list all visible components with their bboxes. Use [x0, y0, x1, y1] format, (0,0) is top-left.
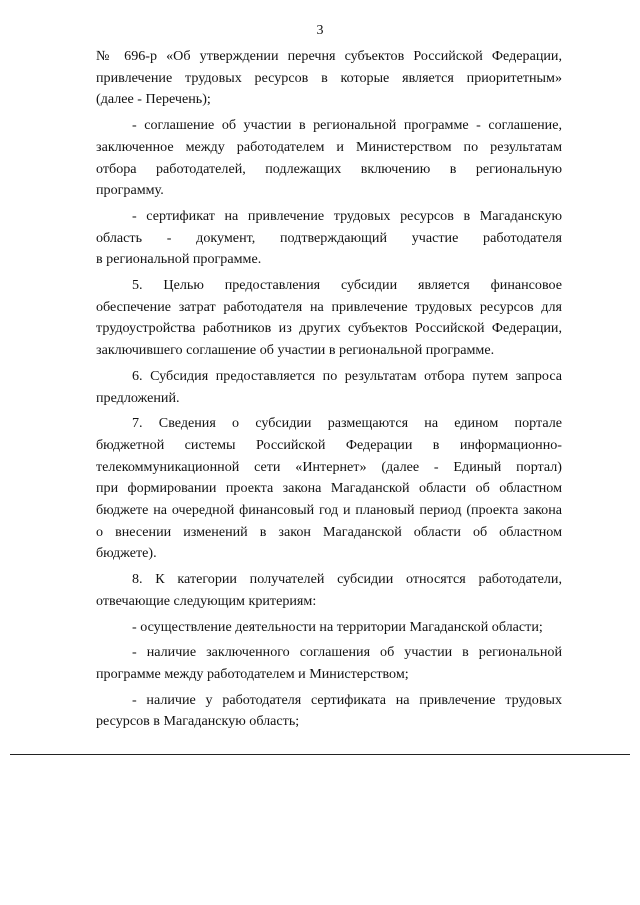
text-line: - соглашение об участии в региональной программе - соглашение,: [132, 117, 562, 134]
footer-divider: [10, 754, 630, 755]
text-line: № 696-р «Об утверждении перечня субъектов Российской Федерации,: [96, 48, 562, 64]
text-line: 8. К категории получателей субсидии относятся работодатели,: [132, 571, 562, 588]
text-line: - сертификат на привлечение трудовых ресурсов в Магаданскую: [132, 207, 562, 224]
text-line: - наличие у работодателя сертификата на привлечение трудовых: [132, 691, 562, 708]
text-line: о внесении изменений в закон Магаданской области об областном: [96, 523, 562, 540]
text-line: бюджете).: [96, 545, 157, 562]
text-line: программу.: [96, 182, 164, 199]
paragraph: [96, 617, 562, 639]
text-line: предложений.: [96, 389, 180, 406]
text-line: телекоммуникационной сети «Интернет» (далее - Единый портал): [96, 458, 562, 475]
page-number: 3: [316, 23, 324, 38]
text-line: ресурсов в Магаданскую область;: [96, 713, 300, 730]
text-line: отбора работодателей, подлежащих включению в региональную: [96, 160, 562, 177]
text-line: обеспечение затрат работодателя на привлечение трудовых ресурсов для: [96, 298, 562, 315]
text-line: бюджетной системы Российской Федерации в информационно-: [96, 436, 562, 453]
text-line: трудоустройства работников из других субъектов Российской Федерации,: [96, 320, 562, 337]
document-body: [96, 46, 562, 737]
paragraph: [96, 366, 562, 409]
text-line: 6. Субсидия предоставляется по результатам отбора путем запроса: [132, 367, 562, 384]
text-line: - наличие заключенного соглашения об участии в региональной: [132, 644, 562, 661]
paragraph: [96, 413, 562, 565]
text-line: при формировании проекта закона Магаданской области об областном: [96, 480, 562, 497]
paragraph: [96, 206, 562, 271]
text-line: - осуществление деятельности на территории Магаданской области;: [132, 618, 543, 635]
text-line: заключившего соглашение об участии в региональной программе.: [96, 342, 495, 359]
text-line: программе между работодателем и Министерством;: [96, 665, 409, 682]
paragraph: [96, 46, 562, 111]
paragraph: [96, 642, 562, 685]
text-line: отвечающие следующим критериям:: [96, 592, 317, 609]
text-line: привлечение трудовых ресурсов в которые является приоритетным»: [96, 69, 562, 86]
text-line: (далее - Перечень);: [96, 91, 211, 108]
text-line: в региональной программе.: [96, 251, 262, 268]
text-line: бюджете на очередной финансовый год и плановый период (проекта закона: [96, 502, 562, 519]
text-line: заключенное между работодателем и Министерством по результатам: [96, 138, 562, 155]
paragraph: [96, 569, 562, 612]
paragraph: [96, 115, 562, 202]
paragraph: [96, 690, 562, 733]
text-line: область - документ, подтверждающий участие работодателя: [96, 229, 562, 246]
text-line: 5. Целью предоставления субсидии является финансовое: [132, 277, 562, 294]
text-line: 7. Сведения о субсидии размещаются на едином портале: [132, 415, 562, 432]
paragraph: [96, 275, 562, 362]
